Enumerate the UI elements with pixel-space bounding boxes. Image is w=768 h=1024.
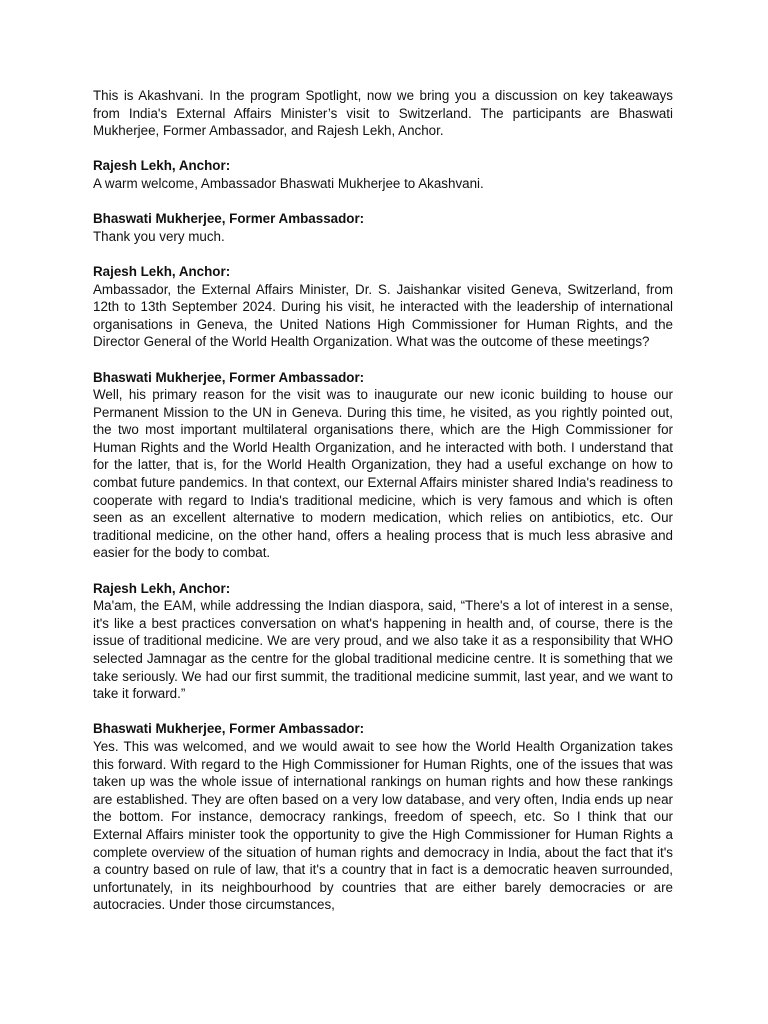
speech-text: Ambassador, the External Affairs Minister, Dr. S. Jaishankar visited Geneva, Switzerland, from 12th to 13th September 2024. During his visit, he interacted with the leadership of international organisations in Geneva, the United Nations High Commissioner for Human Rights, and the Director General of the World Health Organization. What was the outcome of these meetings? bbox=[93, 281, 673, 350]
dialogue-turn bbox=[93, 210, 673, 245]
speech-text: Thank you very much. bbox=[93, 228, 225, 244]
dialogue-turn bbox=[93, 263, 673, 351]
dialogue-turn bbox=[93, 157, 673, 192]
speaker-label: Rajesh Lekh, Anchor: bbox=[93, 158, 231, 174]
dialogue-turn bbox=[93, 369, 673, 563]
speech-text: A warm welcome, Ambassador Bhaswati Mukherjee to Akashvani. bbox=[93, 175, 484, 191]
speaker-label: Bhaswati Mukherjee, Former Ambassador: bbox=[93, 369, 365, 385]
speaker-label: Bhaswati Mukherjee, Former Ambassador: bbox=[93, 721, 365, 737]
intro-paragraph: This is Akashvani. In the program Spotlight, now we bring you a discussion on key takeaways from India's External Affairs Minister’s visit to Switzerland. The participants are Bhaswati Mukherjee, Former Ambassador, and Rajesh Lekh, Anchor. bbox=[93, 88, 673, 139]
document-page bbox=[93, 87, 673, 932]
speech-text: Ma'am, the EAM, while addressing the Indian diaspora, said, “There's a lot of interest in a sense, it's like a best practices conversation on what's happening in health and, of course, there is the issue of traditional medicine. We are very proud, and we also take it as a responsibility that WHO selected Jamnagar as the centre for the global traditional medicine centre. It is something that we take seriously. We had our first summit, the traditional medicine summit, last year, and we want to take it forward.” bbox=[93, 598, 673, 702]
dialogue-turn bbox=[93, 580, 673, 703]
speaker-label: Rajesh Lekh, Anchor: bbox=[93, 580, 231, 596]
speech-text: Well, his primary reason for the visit was to inaugurate our new iconic building to house our Permanent Mission to the UN in Geneva. During this time, he visited, as you rightly pointed out, the two most important multilateral organisations there, which are the High Commissioner for Human Rights and the World Health Organization, and he interacted with both. I understand that for the latter, that is, for the World Health Organization, they had a useful exchange on how to combat future pandemics. In that context, our External Affairs minister shared India's readiness to cooperate with regard to India's traditional medicine, which is very famous and which is often seen as an excellent alternative to modern medication, which relies on antibiotics, etc. Our traditional medicine, on the other hand, offers a healing process that is much less abrasive and easier for the body to combat. bbox=[93, 387, 673, 561]
speaker-label: Bhaswati Mukherjee, Former Ambassador: bbox=[93, 211, 365, 227]
speech-text: Yes. This was welcomed, and we would await to see how the World Health Organization takes this forward. With regard to the High Commissioner for Human Rights, one of the issues that was taken up was the whole issue of international rankings on human rights and how these rankings are established. They are often based on a very low database, and very often, India ends up near the bottom. For instance, democracy rankings, freedom of speech, etc. So I think that our External Affairs minister took the opportunity to give the High Commissioner for Human Rights a complete overview of the situation of human rights and democracy in India, about the fact that it's a country based on rule of law, that it's a country that in fact is a democratic heaven surrounded, unfortunately, in its neighbourhood by countries that are either barely democracies or are autocracies. Under those circumstances, bbox=[93, 738, 673, 913]
dialogue-turn bbox=[93, 720, 673, 914]
speaker-label: Rajesh Lekh, Anchor: bbox=[93, 263, 231, 279]
